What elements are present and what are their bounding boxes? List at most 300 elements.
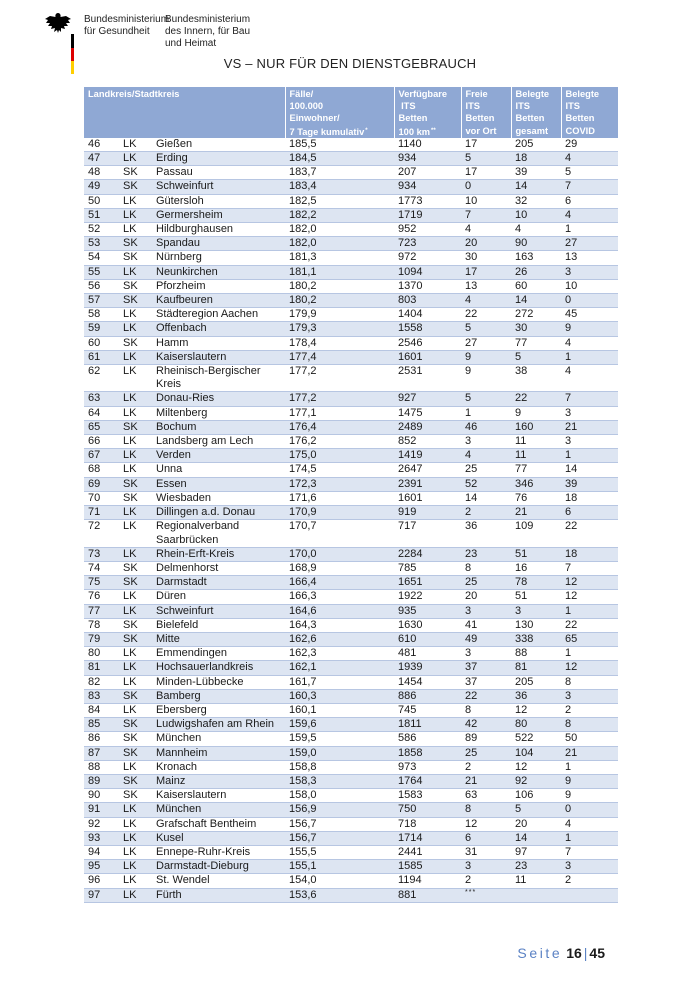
ministry-names [84, 14, 285, 50]
its-available-cell: 1719 [394, 208, 461, 222]
type-cell: SK [119, 336, 152, 350]
cases-cell: 181,3 [285, 251, 394, 265]
district-table [84, 87, 618, 903]
its-occupied-cell: 36 [511, 689, 561, 703]
its-free-cell: 7 [461, 208, 511, 222]
table-row [84, 152, 618, 166]
rank-cell: 51 [84, 208, 119, 222]
its-occupied-cell: 9 [511, 406, 561, 420]
district-cell: Gütersloh [152, 194, 285, 208]
its-covid-cell: 18 [561, 491, 618, 505]
rank-cell: 83 [84, 689, 119, 703]
its-free-cell: 8 [461, 561, 511, 575]
its-free-cell: 17 [461, 166, 511, 180]
its-occupied-cell: 88 [511, 647, 561, 661]
cases-cell: 155,5 [285, 845, 394, 859]
its-covid-cell: 12 [561, 590, 618, 604]
rank-cell: 82 [84, 675, 119, 689]
table-row [84, 590, 618, 604]
rank-cell: 68 [84, 463, 119, 477]
district-cell: Schweinfurt [152, 604, 285, 618]
cases-cell: 183,4 [285, 180, 394, 194]
type-cell: SK [119, 477, 152, 491]
its-occupied-cell: 76 [511, 491, 561, 505]
type-cell: SK [119, 180, 152, 194]
table-row [84, 166, 618, 180]
its-covid-cell: 39 [561, 477, 618, 491]
its-free-cell: 4 [461, 223, 511, 237]
district-cell: Essen [152, 477, 285, 491]
table-row [84, 817, 618, 831]
its-available-cell: 1764 [394, 774, 461, 788]
its-available-cell: 935 [394, 604, 461, 618]
its-occupied-cell: 3 [511, 604, 561, 618]
its-occupied-cell: 5 [511, 350, 561, 364]
type-cell: LK [119, 845, 152, 859]
district-cell: Kaiserslautern [152, 350, 285, 364]
its-covid-cell: 4 [561, 365, 618, 392]
its-covid-cell: 14 [561, 463, 618, 477]
type-cell: LK [119, 223, 152, 237]
type-cell: LK [119, 817, 152, 831]
cases-cell: 170,9 [285, 506, 394, 520]
type-cell: SK [119, 294, 152, 308]
its-free-cell: 3 [461, 647, 511, 661]
its-occupied-cell: 78 [511, 576, 561, 590]
its-covid-cell: 18 [561, 547, 618, 561]
table-row [84, 520, 618, 547]
rank-cell: 59 [84, 322, 119, 336]
its-covid-cell: 0 [561, 294, 618, 308]
rank-cell: 67 [84, 449, 119, 463]
table-row [84, 463, 618, 477]
its-available-cell: 2284 [394, 547, 461, 561]
its-occupied-cell: 22 [511, 392, 561, 406]
cases-cell: 156,9 [285, 803, 394, 817]
district-cell: Bamberg [152, 689, 285, 703]
cases-cell: 177,2 [285, 365, 394, 392]
district-cell: Grafschaft Bentheim [152, 817, 285, 831]
type-cell: LK [119, 675, 152, 689]
district-cell: Hochsauerlandkreis [152, 661, 285, 675]
cases-cell: 185,5 [285, 138, 394, 152]
district-cell: Ennepe-Ruhr-Kreis [152, 845, 285, 859]
cases-cell: 164,3 [285, 618, 394, 632]
table-row [84, 208, 618, 222]
table-row [84, 604, 618, 618]
table-row [84, 406, 618, 420]
rank-cell: 85 [84, 718, 119, 732]
its-occupied-cell: 51 [511, 590, 561, 604]
its-occupied-cell: 77 [511, 336, 561, 350]
its-covid-cell: 1 [561, 449, 618, 463]
its-free-cell: 10 [461, 194, 511, 208]
type-cell: LK [119, 152, 152, 166]
cases-cell: 160,3 [285, 689, 394, 703]
district-cell: Düren [152, 590, 285, 604]
table-row [84, 675, 618, 689]
table-row [84, 874, 618, 888]
its-free-cell: 22 [461, 308, 511, 322]
rank-cell: 78 [84, 618, 119, 632]
cases-cell: 177,1 [285, 406, 394, 420]
type-cell: LK [119, 322, 152, 336]
table-row [84, 618, 618, 632]
its-occupied-cell: 32 [511, 194, 561, 208]
its-available-cell: 1630 [394, 618, 461, 632]
cases-cell: 176,2 [285, 435, 394, 449]
type-cell: SK [119, 718, 152, 732]
its-free-cell: 8 [461, 703, 511, 717]
type-cell: LK [119, 760, 152, 774]
rank-cell: 55 [84, 265, 119, 279]
its-available-cell: 745 [394, 703, 461, 717]
rank-cell: 63 [84, 392, 119, 406]
col-header-its-covid: Belegte ITS Betten COVID [561, 87, 618, 138]
table-row [84, 194, 618, 208]
table-row [84, 888, 618, 902]
type-cell: LK [119, 308, 152, 322]
its-available-cell: 1404 [394, 308, 461, 322]
its-covid-cell: 10 [561, 279, 618, 293]
district-cell: Darmstadt-Dieburg [152, 860, 285, 874]
its-covid-cell: 2 [561, 703, 618, 717]
type-cell: SK [119, 561, 152, 575]
cases-cell: 158,0 [285, 789, 394, 803]
its-available-cell: 2441 [394, 845, 461, 859]
its-covid-cell: 29 [561, 138, 618, 152]
type-cell: LK [119, 831, 152, 845]
type-cell: LK [119, 365, 152, 392]
cases-cell: 184,5 [285, 152, 394, 166]
cases-cell: 156,7 [285, 831, 394, 845]
its-free-cell: 17 [461, 265, 511, 279]
its-free-cell: 42 [461, 718, 511, 732]
type-cell: LK [119, 590, 152, 604]
rank-cell: 53 [84, 237, 119, 251]
its-available-cell: 1419 [394, 449, 461, 463]
cases-cell: 182,2 [285, 208, 394, 222]
its-covid-cell: 7 [561, 180, 618, 194]
rank-cell: 58 [84, 308, 119, 322]
its-covid-cell: 6 [561, 506, 618, 520]
its-available-cell: 1194 [394, 874, 461, 888]
its-free-cell: 9 [461, 365, 511, 392]
rank-cell: 72 [84, 520, 119, 547]
its-free-cell: 14 [461, 491, 511, 505]
its-occupied-cell: 92 [511, 774, 561, 788]
district-cell: Verden [152, 449, 285, 463]
its-free-cell: 27 [461, 336, 511, 350]
its-occupied-cell: 338 [511, 632, 561, 646]
table-row [84, 647, 618, 661]
table-row [84, 294, 618, 308]
rank-cell: 95 [84, 860, 119, 874]
table-row [84, 180, 618, 194]
rank-cell: 86 [84, 732, 119, 746]
table-row [84, 265, 618, 279]
its-available-cell: 1922 [394, 590, 461, 604]
rank-cell: 73 [84, 547, 119, 561]
its-covid-cell [561, 888, 618, 902]
its-occupied-cell: 522 [511, 732, 561, 746]
its-available-cell: 2489 [394, 420, 461, 434]
its-covid-cell: 7 [561, 561, 618, 575]
its-occupied-cell: 80 [511, 718, 561, 732]
table-row [84, 760, 618, 774]
rank-cell: 84 [84, 703, 119, 717]
rank-cell: 50 [84, 194, 119, 208]
its-covid-cell: 3 [561, 406, 618, 420]
page-label: Seite [517, 945, 563, 961]
its-available-cell: 1454 [394, 675, 461, 689]
rank-cell: 56 [84, 279, 119, 293]
its-free-cell: 3 [461, 435, 511, 449]
cases-cell: 162,1 [285, 661, 394, 675]
type-cell: LK [119, 547, 152, 561]
district-cell: Kaiserslautern [152, 789, 285, 803]
its-free-cell: 5 [461, 392, 511, 406]
its-covid-cell: 3 [561, 265, 618, 279]
type-cell: LK [119, 604, 152, 618]
page-footer [517, 945, 605, 961]
its-occupied-cell: 346 [511, 477, 561, 491]
rank-cell: 61 [84, 350, 119, 364]
its-available-cell: 1585 [394, 860, 461, 874]
its-covid-cell: 50 [561, 732, 618, 746]
type-cell: LK [119, 435, 152, 449]
its-available-cell: 2531 [394, 365, 461, 392]
district-cell: Rheinisch-Bergischer Kreis [152, 365, 285, 392]
rank-cell: 97 [84, 888, 119, 902]
its-covid-cell: 21 [561, 746, 618, 760]
type-cell: SK [119, 251, 152, 265]
table-row [84, 392, 618, 406]
its-covid-cell: 1 [561, 604, 618, 618]
its-covid-cell: 12 [561, 661, 618, 675]
its-available-cell: 2391 [394, 477, 461, 491]
rank-cell: 52 [84, 223, 119, 237]
its-occupied-cell: 38 [511, 365, 561, 392]
table-row [84, 718, 618, 732]
its-covid-cell: 9 [561, 322, 618, 336]
table-row [84, 689, 618, 703]
rank-cell: 96 [84, 874, 119, 888]
its-free-cell: 37 [461, 675, 511, 689]
its-free-cell: 22 [461, 689, 511, 703]
its-available-cell: 2546 [394, 336, 461, 350]
its-free-cell: 5 [461, 322, 511, 336]
its-available-cell: 785 [394, 561, 461, 575]
district-cell: Emmendingen [152, 647, 285, 661]
table-row [84, 223, 618, 237]
type-cell: SK [119, 732, 152, 746]
rank-cell: 89 [84, 774, 119, 788]
cases-cell: 159,5 [285, 732, 394, 746]
type-cell: LK [119, 194, 152, 208]
its-free-cell: 1 [461, 406, 511, 420]
its-available-cell: 1811 [394, 718, 461, 732]
its-free-cell: 3 [461, 860, 511, 874]
its-free-cell: *** [461, 888, 511, 902]
its-occupied-cell: 14 [511, 294, 561, 308]
cases-cell: 175,0 [285, 449, 394, 463]
its-occupied-cell: 4 [511, 223, 561, 237]
its-free-cell: 8 [461, 803, 511, 817]
cases-cell: 179,9 [285, 308, 394, 322]
rank-cell: 77 [84, 604, 119, 618]
district-cell: Erding [152, 152, 285, 166]
table-row [84, 632, 618, 646]
its-occupied-cell: 11 [511, 435, 561, 449]
table-row [84, 477, 618, 491]
rank-cell: 87 [84, 746, 119, 760]
rank-cell: 75 [84, 576, 119, 590]
its-free-cell: 25 [461, 746, 511, 760]
its-available-cell: 207 [394, 166, 461, 180]
table-row [84, 732, 618, 746]
district-cell: Darmstadt [152, 576, 285, 590]
its-occupied-cell: 20 [511, 817, 561, 831]
district-cell: Kaufbeuren [152, 294, 285, 308]
cases-cell: 182,5 [285, 194, 394, 208]
rank-cell: 49 [84, 180, 119, 194]
its-available-cell: 1601 [394, 350, 461, 364]
district-cell: Kusel [152, 831, 285, 845]
table-row [84, 350, 618, 364]
cases-cell: 159,0 [285, 746, 394, 760]
cases-cell: 162,3 [285, 647, 394, 661]
its-available-cell: 881 [394, 888, 461, 902]
cases-cell: 161,7 [285, 675, 394, 689]
its-covid-cell: 1 [561, 223, 618, 237]
district-cell: Mannheim [152, 746, 285, 760]
its-occupied-cell: 23 [511, 860, 561, 874]
rank-cell: 54 [84, 251, 119, 265]
its-free-cell: 41 [461, 618, 511, 632]
its-available-cell: 934 [394, 180, 461, 194]
its-free-cell: 4 [461, 449, 511, 463]
its-covid-cell: 9 [561, 789, 618, 803]
type-cell: SK [119, 279, 152, 293]
district-cell: Ebersberg [152, 703, 285, 717]
cases-cell: 180,2 [285, 294, 394, 308]
district-cell: Schweinfurt [152, 180, 285, 194]
table-row [84, 420, 618, 434]
cases-cell: 162,6 [285, 632, 394, 646]
district-cell: Unna [152, 463, 285, 477]
type-cell: SK [119, 237, 152, 251]
its-available-cell: 972 [394, 251, 461, 265]
cases-cell: 164,6 [285, 604, 394, 618]
rank-cell: 70 [84, 491, 119, 505]
its-covid-cell: 9 [561, 774, 618, 788]
table-row [84, 491, 618, 505]
its-available-cell: 750 [394, 803, 461, 817]
district-cell: Nürnberg [152, 251, 285, 265]
its-occupied-cell: 12 [511, 760, 561, 774]
type-cell: LK [119, 138, 152, 152]
district-cell: Rhein-Erft-Kreis [152, 547, 285, 561]
district-cell: St. Wendel [152, 874, 285, 888]
table-row [84, 336, 618, 350]
type-cell: SK [119, 789, 152, 803]
its-available-cell: 803 [394, 294, 461, 308]
its-occupied-cell: 130 [511, 618, 561, 632]
type-cell: SK [119, 632, 152, 646]
ministry-interior: Bundesministerium des Innern, für Bau und Heimat [165, 14, 251, 49]
its-covid-cell: 6 [561, 194, 618, 208]
cases-cell: 170,0 [285, 547, 394, 561]
its-occupied-cell: 106 [511, 789, 561, 803]
its-available-cell: 1140 [394, 138, 461, 152]
its-occupied-cell: 14 [511, 180, 561, 194]
type-cell: LK [119, 392, 152, 406]
its-free-cell: 0 [461, 180, 511, 194]
its-available-cell: 1714 [394, 831, 461, 845]
its-available-cell: 2647 [394, 463, 461, 477]
table-row [84, 845, 618, 859]
type-cell: LK [119, 506, 152, 520]
table-row [84, 746, 618, 760]
its-occupied-cell: 205 [511, 675, 561, 689]
type-cell: SK [119, 746, 152, 760]
its-available-cell: 1583 [394, 789, 461, 803]
district-cell: Ludwigshafen am Rhein [152, 718, 285, 732]
rank-cell: 92 [84, 817, 119, 831]
its-occupied-cell: 12 [511, 703, 561, 717]
table-row [84, 789, 618, 803]
rank-cell: 79 [84, 632, 119, 646]
col-header-district: Landkreis/Stadtkreis [84, 87, 285, 138]
cases-cell: 183,7 [285, 166, 394, 180]
district-cell: Neunkirchen [152, 265, 285, 279]
type-cell: LK [119, 449, 152, 463]
table-row [84, 308, 618, 322]
rank-cell: 46 [84, 138, 119, 152]
cases-cell: 177,4 [285, 350, 394, 364]
table-row [84, 279, 618, 293]
district-cell: Hamm [152, 336, 285, 350]
its-covid-cell: 4 [561, 208, 618, 222]
its-covid-cell: 13 [561, 251, 618, 265]
its-free-cell: 3 [461, 604, 511, 618]
cases-cell: 159,6 [285, 718, 394, 732]
type-cell: SK [119, 166, 152, 180]
its-free-cell: 25 [461, 463, 511, 477]
type-cell: LK [119, 647, 152, 661]
its-available-cell: 1094 [394, 265, 461, 279]
district-cell: Donau-Ries [152, 392, 285, 406]
type-cell: LK [119, 265, 152, 279]
cases-cell: 171,6 [285, 491, 394, 505]
its-available-cell: 952 [394, 223, 461, 237]
its-occupied-cell: 109 [511, 520, 561, 547]
cases-cell: 154,0 [285, 874, 394, 888]
its-available-cell: 1939 [394, 661, 461, 675]
its-available-cell: 586 [394, 732, 461, 746]
district-cell: Delmenhorst [152, 561, 285, 575]
its-covid-cell: 1 [561, 760, 618, 774]
its-occupied-cell: 10 [511, 208, 561, 222]
table-row [84, 506, 618, 520]
district-cell: Landsberg am Lech [152, 435, 285, 449]
its-available-cell: 1651 [394, 576, 461, 590]
its-available-cell: 718 [394, 817, 461, 831]
type-cell: LK [119, 661, 152, 675]
classification-title: VS – NUR FÜR DEN DIENSTGEBRAUCH [223, 56, 477, 71]
its-free-cell: 37 [461, 661, 511, 675]
